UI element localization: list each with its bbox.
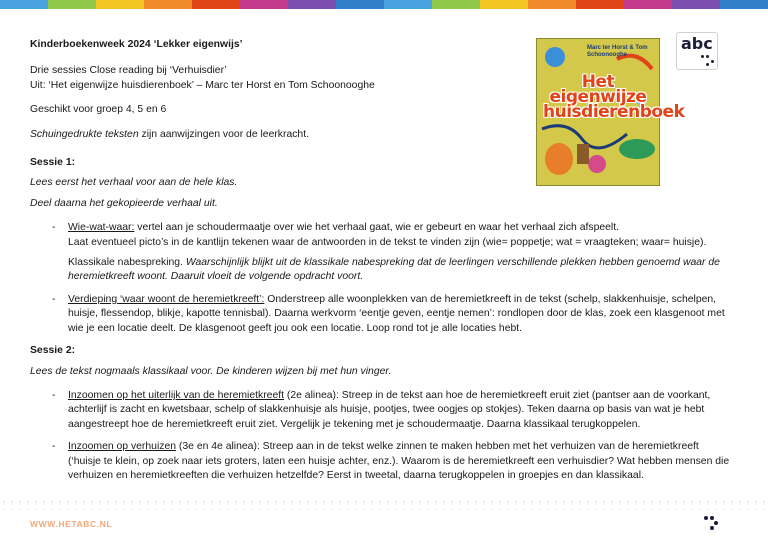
item-label: Wie-wat-waar:	[68, 222, 135, 234]
item-pre: Klassikale nabespreking.	[68, 257, 186, 269]
session2-heading: Sessie 2:	[30, 345, 76, 357]
abc-logo	[676, 32, 718, 70]
cover-title	[543, 72, 685, 122]
groups-line: Geschikt voor groep 4, 5 en 6	[30, 104, 167, 116]
item-text: : Streep in de tekst aan hoe de heremietkreeft eruit ziet (pantser aan de voorkant, achterlijf is zacht en kwetsbaar, schelp of slakkenhuisje als huisje, pootjes, twee oogjes op stokjes). Teken daarna op basis van wat je hebt aangestreept hoe de heremietkreeft eruit ziet. Vergelijk je tekening met je schoudermaatje. Daarna klassikaal terugkoppelen.	[68, 389, 711, 430]
cover-title-line: eigenwijze	[549, 87, 647, 107]
subtitle-line: Drie sessies Close reading bij ‘Verhuisdier’	[30, 65, 227, 77]
session1-item2: - Verdieping ‘waar woont de heremietkreeft’: Onderstreep alle woonplekken van de heremietkreeft in de tekst (schelp, slakkenhuisje, schelpen, huisje, flessendop, blikje, kapotte tennisbal). Daarna werkvorm ‘eentje geven, eentje nemen’: rondlopen door de klas, zoek een klasgenoot met wie je een locatie deelt. De klasgenoot geeft jou ook een locatie. Loop rond tot je alle locaties hebt.	[52, 293, 725, 334]
item-text: : Streep aan in de tekst welke zinnen te maken hebben met het verhuizen van de heremietkreeft (‘huisje te klein, op zoek naar iets groters, laten een huisje achter, enz.). Waarom is de heremietkreeft een verhuisdier? Wat hebben mensen die verhuizen en heremietkreeften die verhuizen hetzelfde? Eerst in tweetal, daarna terugkoppelen in groepjes en dan klassikaal.	[68, 441, 730, 481]
session2-item1: - Inzoomen op het uiterlijk van de heremietkreeft (2e alinea): Streep in de tekst aan hoe de heremietkreeft eruit ziet (pantser aan de voorkant, achterlijf is zacht en kwetsbaar, schelp of slakkenhuisje als huisje, pootjes, twee oogjes op stokjes). Teken daarna op basis van wat je hebt aangestreept hoe de heremietkreeft eruit ziet. Vergelijk je tekening met je schoudermaatje. Daarna klassikaal terugkoppelen.	[52, 389, 711, 430]
cover-title-line: Het	[581, 72, 615, 92]
footer-url-link[interactable]: WWW.HETABC.NL	[30, 519, 113, 529]
session1-intro1: Lees eerst het verhaal voor aan de hele klas.	[30, 177, 238, 189]
item-label: Inzoomen op verhuizen	[68, 441, 177, 453]
item-text: vertel aan je schoudermaatje over wie het verhaal gaat, wie er gebeurt en waar het verhaal zich afspeelt.	[134, 222, 620, 234]
footer-logo-icon	[704, 516, 718, 530]
session1-item1: - Wie-wat-waar: vertel aan je schoudermaatje over wie het verhaal gaat, wie er gebeurt en waar het verhaal zich afspeelt. Laat eventueel picto’s in de kantlijn tekenen waar de antwoorden in de tekst te vinden zijn (wie= poppetje; wat = vraagteken; waar= huisje). Klassikale nabespreking. Waarschijnlijk blijkt uit de klassikale nabespreking dat de leerlingen verschillende plekken hebben genoemd waar de heremietkreeft woont. Daaruit vloeit de volgende opdracht voort.	[30, 221, 730, 285]
book-cover-image	[536, 38, 685, 186]
item-label: Inzoomen op het uiterlijk van de heremietkreeft	[68, 389, 285, 401]
item-text: Onderstreep alle woonplekken van de heremietkreeft in de tekst (schelp, slakkenhuisje, schelpen, huisje, flessendop, blikje, kapotte tennisbal). Daarna werkvorm ‘eentje geven, eentje nemen’: rondlopen door de klas, zoek een klasgenoot met wie je een locatie deelt. De klasgenoot geeft jou ook een locatie. Loop rond tot je alle locaties hebt.	[68, 293, 725, 334]
item-label: Verdieping ‘waar woont de heremietkreeft’:	[68, 293, 265, 305]
session2-item2: - Inzoomen op verhuizen (3e en 4e alinea): Streep aan in de tekst welke zinnen te maken hebben met het verhuizen van de heremietkreeft (‘huisje te klein, op zoek naar iets groters, laten een huisje achter, enz.). Waarom is de heremietkreeft een verhuisdier? Wat hebben mensen die verhuizen en heremietkreeften die verhuizen hetzelfde? Eerst in tweetal, daarna terugkoppelen in groepjes en dan klassikaal.	[52, 441, 730, 481]
item-italic: Waarschijnlijk blijkt uit de klassikale nabespreking dat de leerlingen verschillende plekken hebben genoemd waar de heremietkreeft woont. Daaruit vloeit de volgende opdracht voort.	[68, 257, 720, 283]
cover-title-line: huisdierenboek	[543, 102, 685, 122]
item-text-2: Laat eventueel picto’s in de kantlijn tekenen waar de antwoorden in de tekst te vinden zijn (wie= poppetje; wat = vraagteken; waar= huisje).	[68, 236, 707, 248]
decorative-color-bar	[0, 0, 768, 9]
item-paren: (2e alinea)	[284, 389, 336, 401]
document-title: Kinderboekenweek 2024 ‘Lekker eigenwijs’	[30, 39, 243, 50]
cover-authors: Marc ter Horst & Tom Schoonooghe	[587, 45, 648, 58]
session2-intro: Lees de tekst nogmaals klassikaal voor. De kinderen wijzen bij met hun vinger.	[30, 365, 392, 377]
logo-text: abc	[681, 34, 713, 53]
teacher-note-italic: Schuingedrukte teksten	[30, 128, 139, 140]
item-paren: (3e en 4e alinea)	[176, 441, 257, 453]
session1-heading: Sessie 1:	[30, 157, 76, 169]
teacher-note-rest: zijn aanwijzingen voor de leerkracht.	[138, 128, 309, 140]
source-line: Uit: ‘Het eigenwijze huisdierenboek’ – Marc ter Horst en Tom Schoonooghe	[30, 79, 375, 91]
footer-dotted-divider	[0, 498, 768, 510]
session1-intro2: Deel daarna het gekopieerde verhaal uit.	[30, 197, 218, 209]
